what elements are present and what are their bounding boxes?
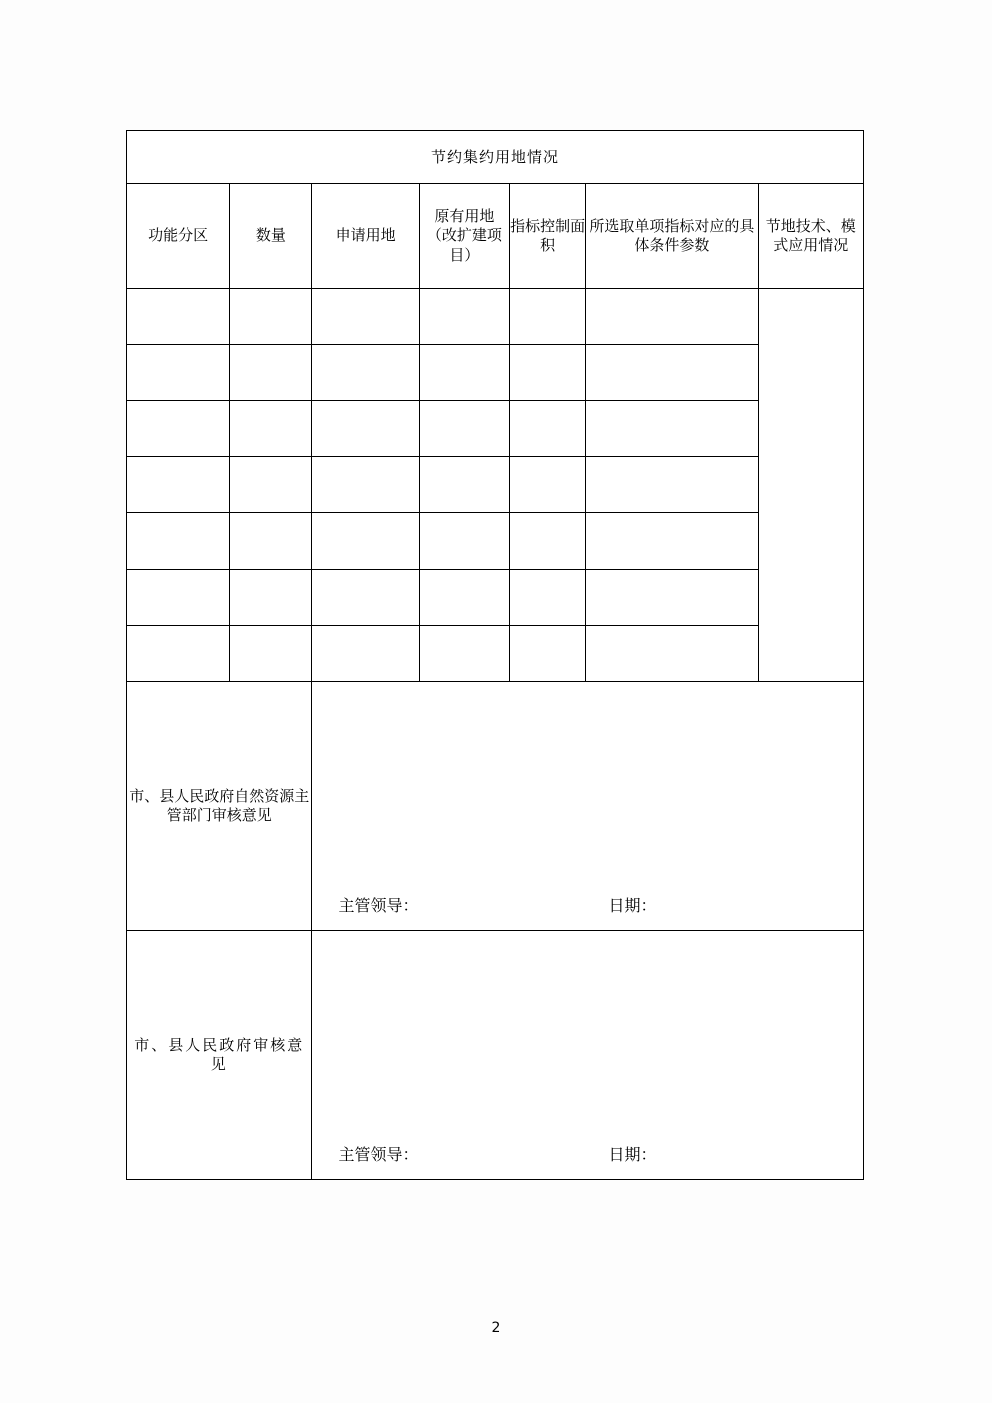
table-cell[interactable]	[509, 626, 585, 682]
date-label-department: 日期：	[608, 896, 657, 915]
opinion-body-department[interactable]	[312, 682, 864, 931]
table-cell[interactable]	[586, 457, 758, 513]
table-header-row	[127, 184, 864, 289]
table-cell[interactable]	[127, 345, 230, 401]
table-cell[interactable]	[127, 626, 230, 682]
table-cell[interactable]	[230, 289, 312, 345]
table-cell[interactable]	[586, 626, 758, 682]
column-header-tech-mode	[758, 184, 863, 289]
column-header-existing-land-label: 原有用地（改扩建项目）	[426, 206, 502, 264]
column-header-function-zone-label: 功能分区	[148, 226, 209, 245]
table-cell[interactable]	[127, 457, 230, 513]
table-cell[interactable]	[230, 570, 312, 626]
column-header-applied-land	[312, 184, 419, 289]
opinion-label-government: 市、县人民政府审核意见	[127, 931, 312, 1180]
table-cell[interactable]	[509, 513, 585, 570]
table-cell[interactable]	[230, 626, 312, 682]
column-header-quantity	[230, 184, 312, 289]
page-number: 2	[491, 1320, 501, 1336]
table-cell[interactable]	[312, 401, 419, 457]
leader-label-department: 主管领导：	[338, 896, 419, 915]
table-row	[127, 345, 864, 401]
page-title: 节约集约用地情况	[127, 131, 864, 184]
table-title-row	[127, 131, 864, 184]
table-cell[interactable]	[230, 457, 312, 513]
table-cell[interactable]	[586, 513, 758, 570]
table-row	[127, 289, 864, 345]
column-header-quantity-label: 数量	[255, 226, 286, 245]
table-row	[127, 570, 864, 626]
table-cell[interactable]	[419, 345, 509, 401]
table-cell[interactable]	[230, 345, 312, 401]
table-cell-tech-mode[interactable]	[758, 289, 863, 682]
table-cell[interactable]	[419, 289, 509, 345]
table-cell[interactable]	[586, 570, 758, 626]
table-cell[interactable]	[127, 570, 230, 626]
opinion-body-government[interactable]	[312, 931, 864, 1180]
column-header-tech-mode-label: 节地技术、模式应用情况	[765, 216, 856, 254]
table-cell[interactable]	[127, 289, 230, 345]
signature-line-department	[312, 896, 863, 916]
form-sheet	[126, 130, 864, 1180]
table-cell[interactable]	[312, 570, 419, 626]
column-header-indicator-params-label: 所选取单项指标对应的具体条件参数	[589, 216, 755, 254]
table-cell[interactable]	[509, 570, 585, 626]
column-header-control-area-label: 指标控制面积	[510, 216, 586, 254]
table-cell[interactable]	[230, 513, 312, 570]
column-header-indicator-params	[586, 184, 758, 289]
table-cell[interactable]	[419, 457, 509, 513]
table-row	[127, 626, 864, 682]
opinion-row-department	[127, 682, 864, 931]
table-cell[interactable]	[312, 457, 419, 513]
table-cell[interactable]	[312, 345, 419, 401]
date-label-government: 日期：	[608, 1145, 657, 1164]
table-cell[interactable]	[509, 401, 585, 457]
table-cell[interactable]	[230, 401, 312, 457]
table-cell[interactable]	[312, 626, 419, 682]
table-row	[127, 401, 864, 457]
opinion-row-government	[127, 931, 864, 1180]
column-header-control-area	[509, 184, 585, 289]
column-header-applied-land-label: 申请用地	[335, 226, 396, 245]
table-cell[interactable]	[312, 289, 419, 345]
table-cell[interactable]	[312, 513, 419, 570]
table-cell[interactable]	[586, 345, 758, 401]
table-cell[interactable]	[127, 401, 230, 457]
table-cell[interactable]	[419, 513, 509, 570]
signature-line-government	[312, 1145, 863, 1165]
table-cell[interactable]	[586, 289, 758, 345]
table-cell[interactable]	[419, 626, 509, 682]
table-cell[interactable]	[419, 570, 509, 626]
column-header-existing-land	[419, 184, 509, 289]
table-cell[interactable]	[419, 401, 509, 457]
opinion-label-department: 市、县人民政府自然资源主管部门审核意见	[127, 682, 312, 931]
table-row	[127, 513, 864, 570]
table-cell[interactable]	[509, 289, 585, 345]
table-row	[127, 457, 864, 513]
column-header-function-zone	[127, 184, 230, 289]
land-use-table	[126, 130, 864, 1180]
table-cell[interactable]	[586, 401, 758, 457]
leader-label-government: 主管领导：	[338, 1145, 419, 1164]
table-cell[interactable]	[509, 345, 585, 401]
table-cell[interactable]	[509, 457, 585, 513]
table-cell[interactable]	[127, 513, 230, 570]
